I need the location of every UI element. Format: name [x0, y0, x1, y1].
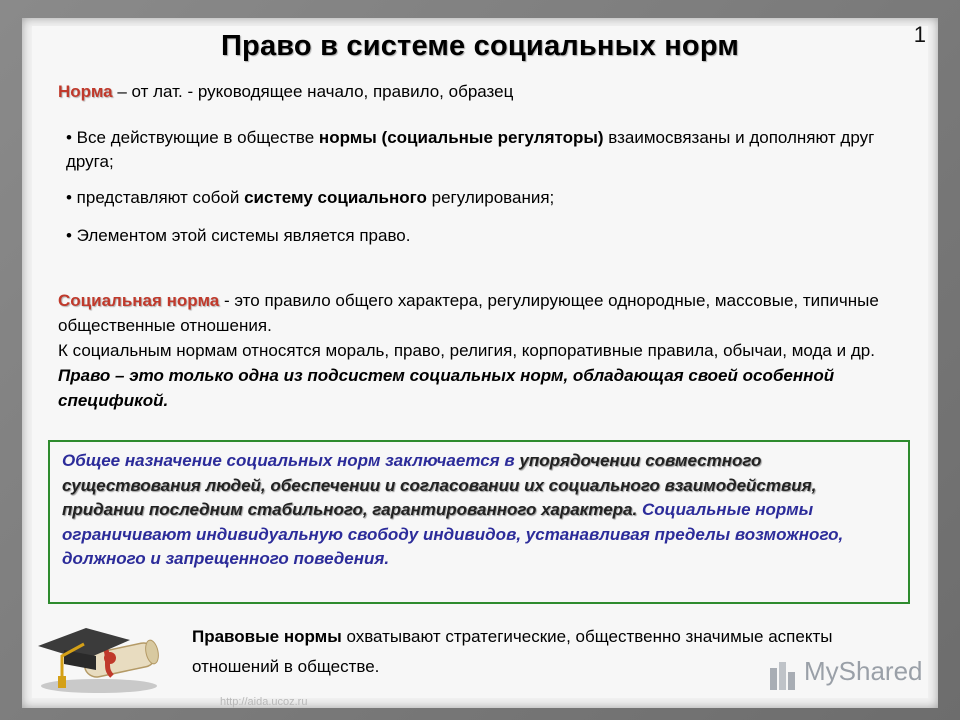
norma-rest: – от лат. - руководящее начало, правило, образец	[112, 82, 514, 101]
slide-number: 1	[913, 22, 926, 47]
watermark-url: http://aida.ucoz.ru	[220, 696, 308, 708]
bullet-bold: нормы (социальные регуляторы)	[318, 128, 604, 147]
bullet-item	[66, 186, 916, 210]
definition-text: - это правило общего характера, регулирующее однородные, массовые, типичные общественные отношения.	[58, 291, 879, 335]
bullet-text: взаимосвязаны и дополняют друг друга;	[66, 128, 875, 171]
definition-paragraph	[58, 288, 918, 338]
norma-term: Норма	[58, 82, 113, 101]
bullet-text: • Все действующие в обществе	[66, 128, 319, 147]
purpose-highlight: упорядочении совместного существования людей, обеспечении и согласовании их социального взаимодействия, придании последним стабильного, гарантированного характера.	[62, 451, 817, 519]
definition-line2: К социальным нормам относятся мораль, право, религия, корпоративные правила, обычаи, мода и др.	[58, 341, 875, 360]
bullet-item	[66, 224, 916, 248]
purpose-box	[48, 440, 910, 604]
purpose-start: Общее назначение социальных норм заключается в	[62, 451, 520, 470]
bullet-text: регулирования;	[426, 188, 555, 207]
social-norm-definition	[58, 288, 918, 413]
bullet-text: • представляют собой	[66, 188, 245, 207]
norma-definition-line	[58, 82, 513, 102]
myshared-logo-icon	[768, 658, 802, 692]
legal-norms-term: Правовые нормы	[192, 627, 342, 646]
bullet-item	[66, 126, 916, 174]
bullet-list	[66, 126, 916, 260]
bullet-text: • Элементом этой системы является право.	[66, 226, 411, 245]
definition-line3: Право – это только одна из подсистем социальных норм, обладающая своей особенной спецификой.	[58, 366, 835, 410]
graduation-diploma-icon	[34, 606, 164, 696]
myshared-logo	[768, 652, 928, 696]
slide-title: Право в системе социальных норм	[220, 30, 740, 62]
social-norm-term: Социальная норма	[58, 291, 220, 310]
legal-norms-rest: охватывают стратегические, общественно значимые аспекты отношений в обществе.	[192, 627, 833, 676]
purpose-end: Социальные нормы ограничивают индивидуальную свободу индивидов, устанавливая пределы возможного, должного и запрещенного поведения.	[62, 500, 844, 568]
logo-text: MyShared	[804, 656, 923, 686]
bullet-bold: систему социального	[244, 188, 427, 207]
